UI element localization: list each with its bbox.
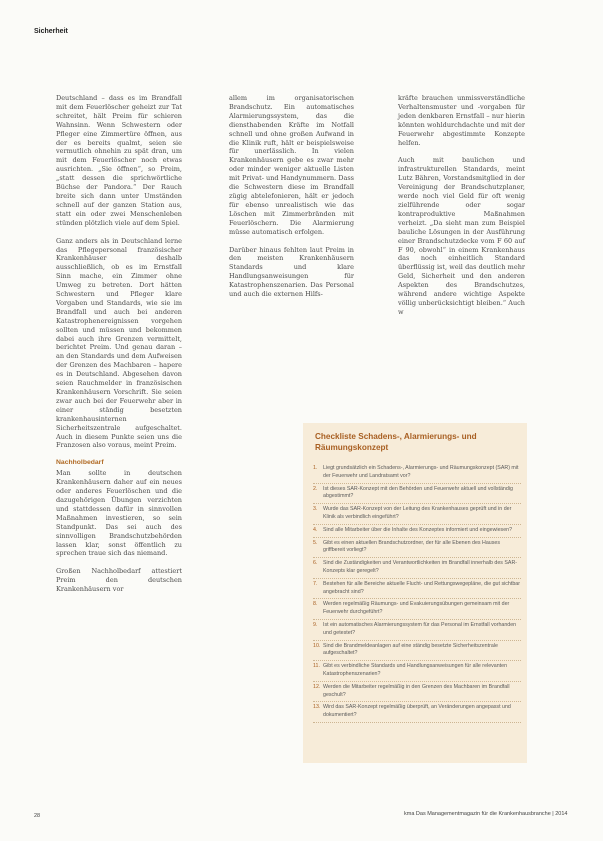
paragraph: Darüber hinaus fehlten laut Preim in den meisten Krankenhäusern Standards und klare Handlungsanweisungen für Katastrophenszenarien. Das Personal und auch die externen Hilfs- bbox=[229, 245, 354, 299]
checklist-item-number: 4. bbox=[313, 526, 318, 533]
checklist-item-text: Gibt es verbindliche Standards und Handlungsanweisungen für alle relevanten Katastrophenszenarien? bbox=[323, 663, 508, 677]
checklist-item bbox=[313, 661, 521, 682]
checklist-item-text: Bestehen für alle Bereiche aktuelle Flucht- und Rettungswegepläne, die gut sichtbar angebracht sind? bbox=[323, 580, 520, 595]
checklist-item-number: 7. bbox=[313, 580, 318, 587]
checklist-item bbox=[313, 525, 521, 538]
checklist-item-number: 8. bbox=[313, 601, 318, 608]
checklist-item-text: Ist ein automatisches Alarmierungssystem für das Personal im Ernstfall vorhanden und getestet? bbox=[323, 621, 517, 636]
checklist-item-text: Sind die Brandmeldeanlagen auf eine ständig besetzte Sicherheitszentrale aufgeschaltet? bbox=[323, 642, 498, 657]
checklist-item-number: 6. bbox=[313, 560, 318, 567]
section-header: Sicherheit bbox=[34, 28, 68, 35]
checklist-item-text: Gibt es einen aktuellen Brandschutzordner, der für alle Ebenen des Hauses griffbereit vorliegt? bbox=[323, 539, 500, 554]
checklist-item bbox=[313, 682, 521, 703]
checklist-item bbox=[313, 504, 521, 525]
checklist-item-number: 10. bbox=[313, 642, 321, 649]
checklist-item bbox=[313, 702, 521, 723]
checklist-item-text: Wurde das SAR-Konzept von der Leitung des Krankenhauses geprüft und in der Klinik als verbindlich eingeführt? bbox=[323, 506, 512, 520]
checklist-item-number: 1. bbox=[313, 465, 318, 471]
checklist-item-text: Sind die Zuständigkeiten und Verantwortlichkeiten im Brandfall innerhalb des SAR-Konzepts klar geregelt? bbox=[323, 560, 518, 574]
checklist-item-number: 11. bbox=[313, 663, 320, 670]
paragraph: Ganz anders als in Deutschland lerne das Pflegepersonal französischer Krankenhäuser deshalb ausschließlich, ob es im Ernstfall Sinn mache, ein Zimmer ohne Umweg zu betreten. Dort hätten Schwestern und Pfleger klare Vorgaben und Standards, wie sie im Brandfall und auch bei anderen Katastrophenereignissen vorgehen sollten und müssen und bekommen dabei auch ihre Grenzen vermittelt, berichtet Preim. Und genau daran – an den Standards und dem Aufweisen der Grenzen des Machbaren – hapere es in Deutschland. Abgesehen davon seien Rauchmelder in französischen Krankenhäusern Vorschrift. Sie seien zwar auch bei der Feuerwehr aber in einer ständig besetzten krankenhausinternen Sicherheitszentrale aufgeschaltet. Auch in diesem Punkte seien uns die Franzosen also voraus, meint Preim. bbox=[56, 236, 182, 450]
checklist-item bbox=[313, 641, 521, 662]
paragraph: kräfte brauchen unmissverständliche Verhaltensmuster und -vorgaben für jeden denkbaren Ernstfall – nur hierin könnten wohldurchdachte und mit der Feuerwehr abgestimmte Konzepte helfen. bbox=[398, 94, 525, 147]
subheading: Nachholbedarf bbox=[56, 459, 104, 467]
checklist-item bbox=[313, 463, 521, 484]
checklist bbox=[313, 463, 521, 723]
publication-footer: kma Das Managementmagazin für die Krankenhausbranche | 2014 bbox=[404, 811, 568, 817]
checklist-item-number: 2. bbox=[313, 485, 318, 492]
checklist-item-text: Ist dieses SAR-Konzept mit den Behörden und Feuerwehr aktuell und vollständig abgestimmt? bbox=[323, 485, 513, 500]
checklist-item-text: Werden die Mitarbeiter regelmäßig in den Grenzen des Machbaren im Brandfall geschult? bbox=[323, 683, 510, 698]
checklist-item-number: 9. bbox=[313, 621, 318, 628]
checklist-item bbox=[313, 599, 521, 620]
checklist-item-number: 13. bbox=[313, 704, 321, 711]
checklist-item bbox=[313, 620, 521, 641]
checklist-box bbox=[303, 423, 527, 763]
paragraph: Deutschland – dass es im Brandfall mit dem Feuerlöscher geheizt zur Tat schreitet, hält Preim für schieren Wahnsinn. Wenn Schwestern oder Pfleger eine Zimmertüre öffnen, aus der es bereits qualmt, seien sie vermutlich ohnehin zu spät dran, um mit dem Feuerlöscher noch etwas ausrichten. „Sie öffnen“, so Preim, „statt dessen die sprichwörtliche Büchse der Pandora.“ Der Rauch breite sich dann unter Umständen schnell auf der ganzen Station aus, statt ein oder zwei Menschenleben stünden plötzlich viele auf dem Spiel. bbox=[56, 94, 182, 227]
checklist-item-number: 5. bbox=[313, 539, 318, 546]
text-column-1 bbox=[56, 94, 182, 603]
checklist-item bbox=[313, 538, 521, 559]
paragraph: Großen Nachholbedarf attestiert Preim den deutschen Krankenhäusern vor bbox=[56, 567, 182, 594]
checklist-item-number: 3. bbox=[313, 506, 318, 513]
checklist-item-text: Wird das SAR-Konzept regelmäßig überprüft, an Veränderungen angepasst und dokumentiert? bbox=[323, 704, 511, 719]
text-column-3 bbox=[398, 94, 525, 326]
paragraph: Man sollte in deutschen Krankenhäusern daher auf ein neues oder anderes Feuerlöschen und die dazugehörigen Übungen verzichten und stattdessen dafür in sinnvollen Maßnahmen investieren, so sein Standpunkt. Das sei auch des sinnvolligen Brandschutzbehörden lassen klar, sonst öffentlich zu sprechen traue sich das niemand. bbox=[56, 469, 182, 558]
checklist-title: Checkliste Schadens-, Alarmierungs- und Räumungskonzept bbox=[315, 432, 477, 452]
checklist-item bbox=[313, 579, 521, 600]
checklist-item-number: 12. bbox=[313, 683, 321, 690]
checklist-item bbox=[313, 484, 521, 505]
paragraph: allem im organisatorischen Brandschutz. Ein automatisches Alarmierungssystem, das die diensthabenden Kräfte im Notfall schnell und ohne großen Aufwand in die Klinik ruft, hält er beispielsweise für unerlässlich. In vielen Krankenhäusern gebe es zwar mehr oder minder weniger aktuelle Listen mit Privat- und Handynummern. Dass die Schwestern diese im Brandfall zügig abtelefonieren, hält er jedoch für ebenso unrealistisch wie das Löschen mit Zimmerbränden mit Feuerlöschern. Die Alarmierung müsse automatisch erfolgen. bbox=[229, 94, 354, 236]
checklist-item-text: Sind alle Mitarbeiter über die Inhalte des Konzeptes informiert und eingewiesen? bbox=[323, 526, 513, 533]
checklist-item-text: Werden regelmäßig Räumungs- und Evakuierungsübungen gemeinsam mit der Feuerwehr durchgeführt? bbox=[323, 601, 510, 616]
paragraph: Auch mit baulichen und infrastrukturellen Standards, meint Lutz Bähren, Vorstandsmitglied in der Vereinigung der Brandschutzplaner, werde noch viel Geld für oft wenig zielführende oder sogar kontraproduktive Maßnahmen verheizt. „Da sieht man zum Beispiel bauliche Lösungen in der Ausführung einer Brandschutzdecke vom F 60 auf F 90, obwohl“ in einem Krankenhaus das noch einheitlich Standard überflüssig ist, weil das deutlich mehr Geld, Sicherheit und den anderen Aspekten des Brandschutzes, während andere wichtige Aspekte völlig unberücksichtigt bleiben.“ Auch w bbox=[398, 156, 525, 316]
checklist-item-text: Liegt grundsätzlich ein Schadens-, Alarmierungs- und Räumungskonzept (SAR) mit der Feuerwehr und Landratsamt vor? bbox=[323, 465, 519, 479]
text-column-2 bbox=[229, 94, 354, 308]
checklist-item bbox=[313, 558, 521, 579]
page-number: 28 bbox=[34, 813, 41, 819]
